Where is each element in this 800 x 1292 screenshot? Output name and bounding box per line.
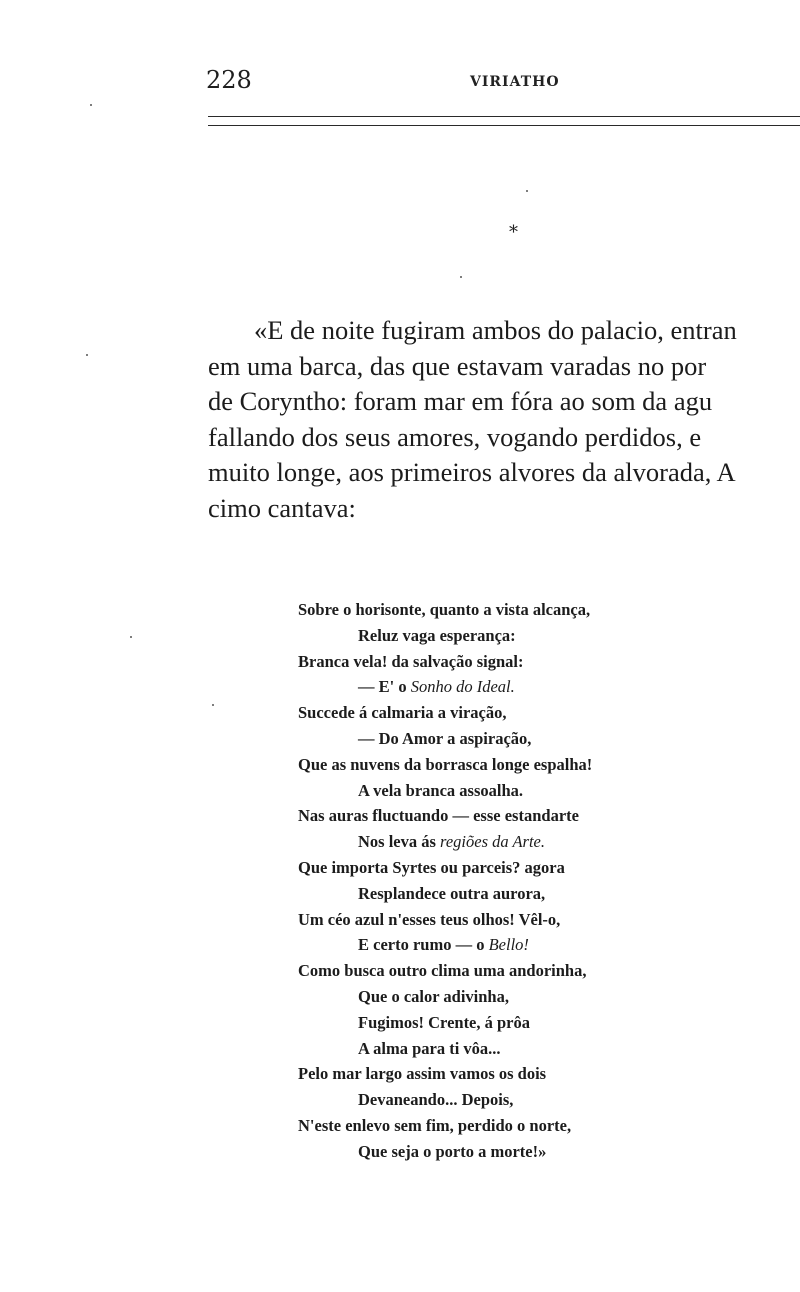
poem-line: Pelo mar largo assim vamos os dois — [298, 1064, 547, 1084]
poem-line-text: E certo rumo — o — [358, 935, 489, 955]
poem-line: Devaneando... Depois, — [358, 1090, 514, 1110]
poem-line: A alma para ti vôa... — [358, 1038, 501, 1058]
header-rule-thin — [208, 125, 800, 126]
prose-line: em uma barca, das que estavam varadas no por — [208, 350, 707, 381]
poem-line: Que seja o porto a morte!» — [358, 1141, 547, 1161]
scan-speck — [526, 190, 528, 192]
page-number: 228 — [206, 66, 252, 94]
poem-line — [298, 932, 592, 958]
running-title: VIRIATHO — [470, 74, 560, 90]
poem-line-emphasis: Bello! — [488, 935, 529, 955]
poem — [298, 597, 592, 1165]
poem-line: Resplandece outra aurora, — [358, 883, 546, 903]
prose-line: cimo cantava: — [208, 492, 356, 523]
prose-line: muito longe, aos primeiros alvores da alvorada, A — [208, 457, 736, 487]
poem-line: Succede á calmaria a viração, — [298, 703, 507, 723]
poem-line: Fugimos! Crente, á prôa — [358, 1012, 531, 1032]
poem-line: Sobre o horisonte, quanto a vista alcança, — [298, 600, 591, 619]
poem-line-emphasis: regiões da Arte. — [440, 832, 545, 852]
poem-line: Que o calor adivinha, — [358, 986, 509, 1006]
poem-line: — Do Amor a aspiração, — [358, 728, 532, 748]
poem-line: N'este enlevo sem fim, perdido o norte, — [298, 1115, 572, 1135]
prose-line: «E de noite fugiram ambos do palacio, entran — [254, 315, 737, 345]
prose-line: fallando dos seus amores, vogando perdidos, e — [208, 421, 702, 452]
poem-line-emphasis: Sonho do Ideal. — [410, 677, 515, 697]
poem-line: Que as nuvens da borrasca longe espalha! — [298, 754, 593, 774]
header-rule — [208, 116, 800, 117]
scan-speck — [460, 276, 462, 278]
poem-line — [298, 829, 592, 855]
poem-line: Como busca outro clima uma andorinha, — [298, 961, 587, 981]
poem-line: Nas auras fluctuando — esse estandarte — [298, 806, 579, 826]
prose-line: de Coryntho: foram mar em fóra ao som da agu — [208, 386, 713, 416]
poem-line: A vela branca assoalha. — [358, 780, 524, 800]
poem-line: Reluz vaga esperança: — [358, 625, 516, 645]
section-asterisk: * — [509, 222, 518, 243]
poem-line: Um céo azul n'esses teus olhos! Vêl-o, — [298, 909, 561, 929]
poem-line — [298, 674, 592, 700]
prose-paragraph — [208, 313, 800, 526]
scan-speck — [130, 636, 132, 638]
poem-line: Que importa Syrtes ou parceis? agora — [298, 857, 565, 877]
scan-speck — [212, 704, 214, 706]
scan-speck — [86, 354, 88, 356]
poem-line-text: — E' o — [358, 677, 411, 697]
scan-speck — [90, 104, 92, 106]
poem-line-text: Nos leva ás — [358, 832, 441, 852]
poem-line: Branca vela! da salvação signal: — [298, 651, 524, 671]
